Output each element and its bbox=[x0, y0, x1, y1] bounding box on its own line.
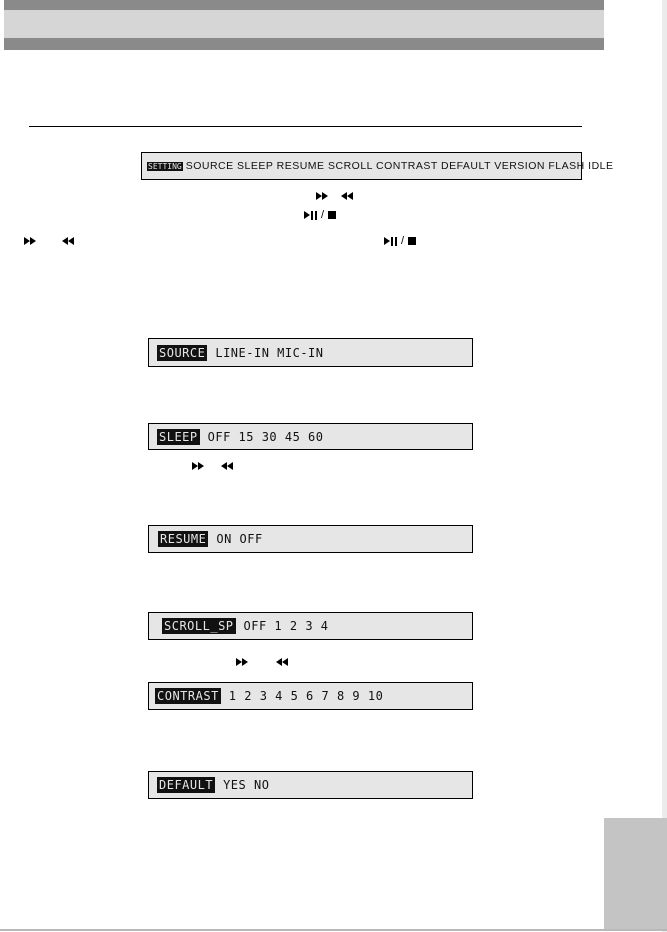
lcd-title: DEFAULT bbox=[159, 778, 214, 792]
lcd-default bbox=[148, 771, 473, 799]
header-band-top bbox=[4, 0, 604, 10]
rewind-icon bbox=[62, 236, 76, 246]
lcd-setting-menu bbox=[141, 152, 614, 180]
lcd-options: YES NO bbox=[223, 778, 270, 792]
footer-rule bbox=[0, 929, 667, 931]
rewind-icon bbox=[276, 657, 290, 667]
fast-forward-icon bbox=[236, 657, 250, 667]
section-divider bbox=[29, 126, 582, 127]
lcd-title: SLEEP bbox=[159, 429, 198, 444]
lcd-options: LINE-IN MIC-IN bbox=[215, 345, 324, 360]
lcd-options: OFF 15 30 45 60 bbox=[207, 429, 324, 444]
lcd-sleep bbox=[148, 423, 473, 450]
page-edge bbox=[662, 0, 667, 932]
lcd-title: CONTRAST bbox=[157, 689, 219, 703]
header-band bbox=[4, 10, 604, 38]
header-band-bottom bbox=[4, 38, 604, 50]
play-pause-stop-icon: / bbox=[304, 210, 350, 220]
rewind-icon bbox=[221, 461, 235, 471]
lcd-title: SOURCE bbox=[159, 345, 206, 360]
fast-forward-icon bbox=[192, 461, 206, 471]
lcd-resume bbox=[148, 525, 473, 553]
fast-forward-icon bbox=[24, 236, 38, 246]
lcd-source bbox=[148, 338, 473, 367]
lcd-scroll-speed bbox=[148, 612, 473, 640]
lcd-options: 1 2 3 4 5 6 7 8 9 10 bbox=[228, 689, 384, 703]
lcd-menu-items: SOURCE SLEEP RESUME SCROLL CONTRAST DEFAULT VERSION FLASH IDLE bbox=[185, 160, 614, 172]
lcd-contrast bbox=[148, 682, 473, 710]
chapter-tab bbox=[604, 818, 667, 930]
lcd-selected-item: SETTING bbox=[148, 161, 182, 171]
lcd-options: OFF 1 2 3 4 bbox=[243, 619, 329, 633]
lcd-title: RESUME bbox=[160, 532, 207, 546]
lcd-title: SCROLL_SP bbox=[164, 619, 234, 633]
play-pause-stop-icon: / bbox=[384, 236, 430, 246]
rewind-icon bbox=[341, 191, 355, 201]
fast-forward-icon bbox=[316, 191, 330, 201]
lcd-options: ON OFF bbox=[216, 532, 263, 546]
